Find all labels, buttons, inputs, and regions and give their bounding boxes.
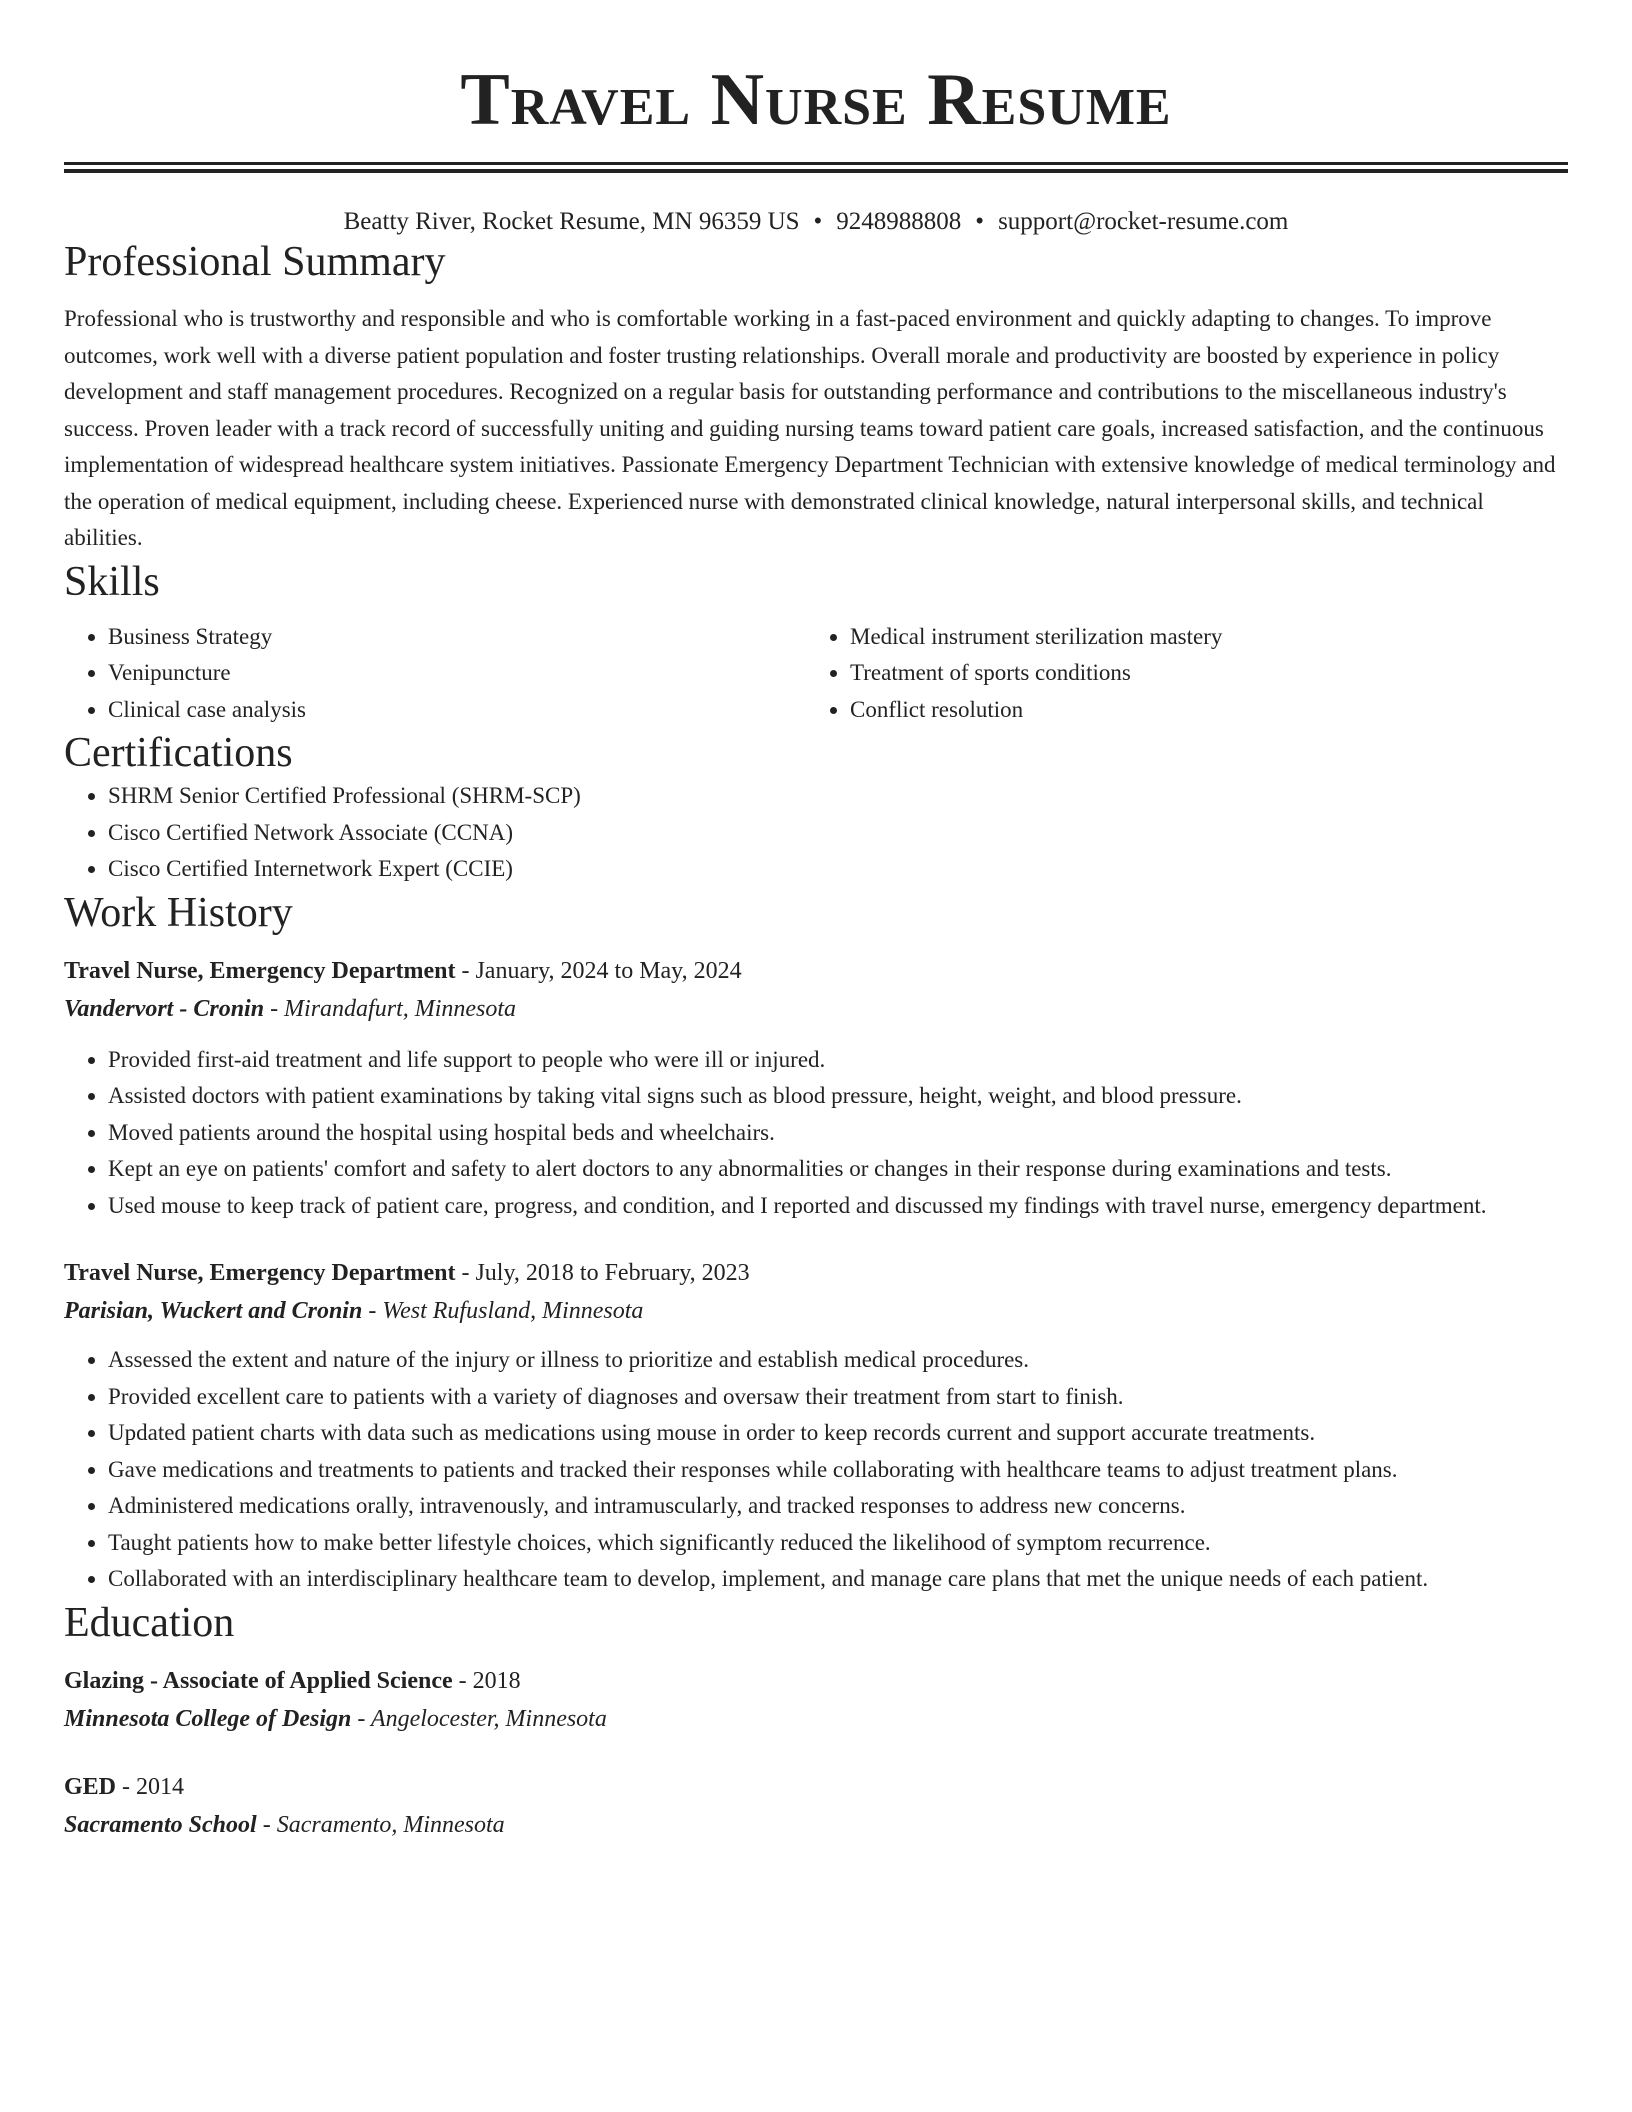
job-duty: • Kept an eye on patients' comfort and safety to alert doctors to any abnormalities or changes in their response during examinations and tests. [108, 1151, 1568, 1188]
job-duty: • Administered medications orally, intravenously, and intramuscularly, and tracked responses to address new concerns. [108, 1488, 1568, 1525]
summary-heading: Professional Summary [64, 239, 446, 285]
education-degree-line [64, 1662, 1568, 1700]
job-duties-list [64, 1042, 1568, 1225]
contact-phone: 9248988808 [836, 208, 962, 235]
job-duty: • Gave medications and treatments to patients and tracked their responses while collaborating with healthcare teams to adjust treatment plans. [108, 1452, 1568, 1489]
work-history-heading: Work History [64, 889, 293, 936]
skills-heading: Skills [64, 558, 160, 605]
contact-separator: • [813, 208, 823, 235]
job-duty: • Assessed the extent and nature of the injury or illness to prioritize and establish medical procedures. [108, 1342, 1568, 1379]
job-duty: • Updated patient charts with data such as medications using mouse in order to keep records current and support accurate treatments. [108, 1415, 1568, 1452]
education-location: - Sacramento, Minnesota [256, 1811, 505, 1838]
education-degree-line [64, 1768, 1568, 1806]
job-duty: • Provided excellent care to patients with a variety of diagnoses and oversaw their treatment from start to finish. [108, 1379, 1568, 1416]
education-heading: Education [64, 1599, 235, 1646]
skill-item: • Clinical case analysis [108, 692, 806, 729]
education-year: - 2014 [116, 1773, 185, 1800]
skills-list-right [806, 619, 1548, 729]
education-school-line [64, 1700, 1568, 1738]
job-title-line [64, 952, 1568, 990]
skills-column-right [806, 619, 1548, 729]
contact-line [64, 207, 1568, 237]
job-dates: - January, 2024 to May, 2024 [455, 957, 742, 984]
education-school: Sacramento School [64, 1811, 257, 1838]
skill-item: • Treatment of sports conditions [850, 655, 1548, 692]
job-duty: • Used mouse to keep track of patient care, progress, and condition, and I reported and discussed my findings with travel nurse, emergency department. [108, 1188, 1568, 1225]
skills-grid [64, 619, 1568, 729]
job-duty: • Collaborated with an interdisciplinary healthcare team to develop, implement, and manage care plans that met the unique needs of each patient. [108, 1561, 1568, 1598]
job-location: - West Rufusland, Minnesota [362, 1298, 644, 1324]
title-double-rule [64, 162, 1568, 173]
resume-title: Travel Nurse Resume [460, 59, 1172, 141]
education-year: - 2018 [452, 1667, 521, 1694]
job-employer-line [64, 990, 1568, 1028]
education-degree: Glazing - Associate of Applied Science [64, 1667, 453, 1694]
certifications-heading: Certifications [64, 730, 293, 776]
skill-item: • Conflict resolution [850, 692, 1548, 729]
summary-text: Professional who is trustworthy and responsible and who is comfortable working in a fast-paced environment and quickly adapting to changes. To improve outcomes, work well with a diverse patient population and foster trusting relationships. Overall morale and productivity are boosted by experience in policy development and staff management procedures. Recognized on a regular basis for outstanding performance and contributions to the miscellaneous industry's success. Proven leader with a track record of successfully uniting and guiding nursing teams toward patient care goals, increased satisfaction, and the continuous implementation of widespread healthcare system initiatives. Passionate Emergency Department Technician with extensive knowledge of medical terminology and the operation of medical equipment, including cheese. Experienced nurse with demonstrated clinical knowledge, natural interpersonal skills, and technical abilities. [64, 306, 1556, 550]
contact-address: Beatty River, Rocket Resume, MN 96359 US [343, 208, 800, 235]
skills-column-left [64, 619, 806, 729]
skills-list-left [64, 619, 806, 729]
job-duty: • Assisted doctors with patient examinations by taking vital signs such as blood pressure, height, weight, and blood pressure. [108, 1078, 1568, 1115]
contact-separator: • [975, 208, 985, 235]
education-degree: GED [64, 1773, 117, 1800]
certification-item: • Cisco Certified Network Associate (CCNA) [108, 815, 1568, 852]
skill-item: • Medical instrument sterilization mastery [850, 619, 1548, 656]
job-title-line [64, 1254, 1568, 1292]
job-dates: - July, 2018 to February, 2023 [455, 1260, 750, 1286]
job-location: - Mirandafurt, Minnesota [264, 995, 517, 1022]
job-duty: • Provided first-aid treatment and life support to people who were ill or injured. [108, 1042, 1568, 1079]
certification-item: • SHRM Senior Certified Professional (SHRM-SCP) [108, 778, 1568, 815]
job-title: Travel Nurse, Emergency Department [64, 957, 456, 984]
education-location: - Angelocester, Minnesota [351, 1705, 607, 1732]
job-duty: • Taught patients how to make better lifestyle choices, which significantly reduced the likelihood of symptom recurrence. [108, 1525, 1568, 1562]
certification-item: • Cisco Certified Internetwork Expert (CCIE) [108, 851, 1568, 888]
job-title: Travel Nurse, Emergency Department [64, 1260, 456, 1286]
job-employer-line [64, 1292, 1568, 1330]
education-entry [64, 1662, 1568, 1738]
job-company: Parisian, Wuckert and Cronin [64, 1298, 363, 1324]
skill-item: • Business Strategy [108, 619, 806, 656]
education-entry [64, 1768, 1568, 1844]
job-entry [64, 952, 1568, 1225]
job-company: Vandervort - Cronin [64, 995, 265, 1022]
job-duties-list [64, 1342, 1568, 1598]
skill-item: • Venipuncture [108, 655, 806, 692]
education-school: Minnesota College of Design [64, 1705, 352, 1732]
job-duty: • Moved patients around the hospital using hospital beds and wheelchairs. [108, 1115, 1568, 1152]
certifications-list [64, 778, 1568, 888]
contact-email: support@rocket-resume.com [998, 208, 1289, 235]
job-entry [64, 1254, 1568, 1598]
education-school-line [64, 1806, 1568, 1844]
